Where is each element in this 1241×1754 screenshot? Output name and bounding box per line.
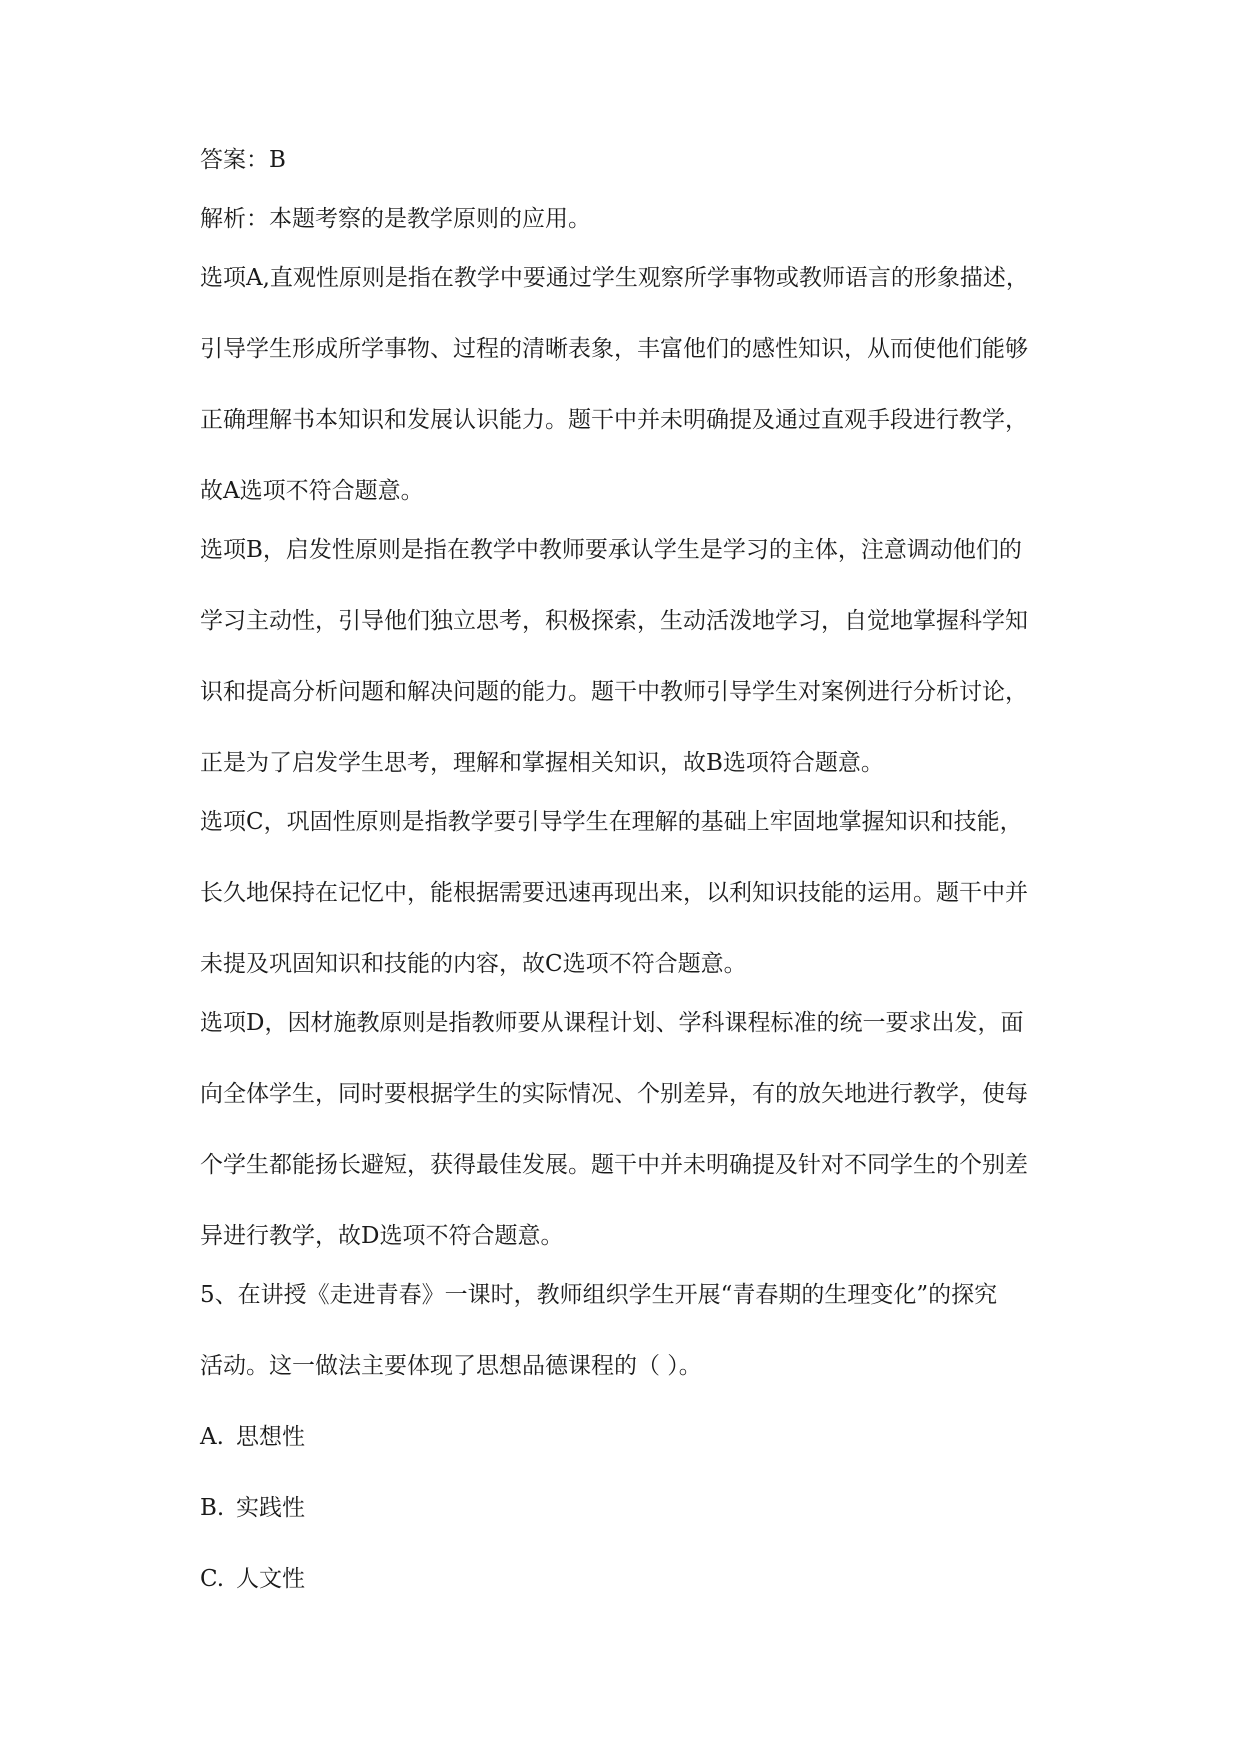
option-a-explanation-line-2: 引导学生形成所学事物、过程的清晰表象，丰富他们的感性知识，从而使他们能够 [200,336,1028,362]
option-b-explanation-line-2: 学习主动性，引导他们独立思考，积极探索，生动活泼地学习，自觉地掌握科学知 [200,608,1028,634]
option-c-explanation-line-2: 长久地保持在记忆中，能根据需要迅速再现出来，以利知识技能的运用。题干中并 [200,880,1028,906]
option-b-label: B. [200,1495,225,1521]
option-d-explanation-line-4: 异进行教学，故D选项不符合题意。 [200,1223,564,1249]
analysis-title: 解析：本题考察的是教学原则的应用。 [200,206,591,232]
document-page [200,144,1110,1595]
question-5-option-a [200,1421,1110,1453]
option-c-explanation-line-3: 未提及巩固知识和技能的内容，故C选项不符合题意。 [200,951,747,977]
option-a-text: 思想性 [236,1424,305,1450]
option-a-explanation-line-3: 正确理解书本知识和发展认识能力。题干中并未明确提及通过直观手段进行教学， [200,407,1028,433]
option-c-text: 人文性 [236,1566,305,1592]
question-5-stem-line-2: 活动。这一做法主要体现了思想品德课程的（ ）。 [200,1353,702,1379]
question-5-stem-line-1: 5、在讲授《走进青春》一课时，教师组织学生开展“青春期的生理变化”的探究 [200,1282,998,1308]
option-b-explanation-line-1: 选项B，启发性原则是指在教学中教师要承认学生是学习的主体，注意调动他们的 [200,537,1022,563]
option-a-explanation-line-1: 选项A,直观性原则是指在教学中要通过学生观察所学事物或教师语言的形象描述， [200,265,1029,291]
option-d-explanation-line-1: 选项D，因材施教原则是指教师要从课程计划、学科课程标准的统一要求出发，面 [200,1010,1024,1036]
option-d-explanation-line-3: 个学生都能扬长避短，获得最佳发展。题干中并未明确提及针对不同学生的个别差 [200,1152,1028,1178]
option-b-text: 实践性 [236,1495,305,1521]
option-a-explanation-line-4: 故A选项不符合题意。 [200,478,424,504]
option-a-label: A. [200,1424,224,1450]
option-c-explanation-line-1: 选项C，巩固性原则是指教学要引导学生在理解的基础上牢固地掌握知识和技能， [200,809,1023,835]
question-5-option-c [200,1563,1110,1595]
option-c-label: C. [200,1566,225,1592]
answer-line: 答案：B [200,147,286,173]
option-d-explanation-line-2: 向全体学生，同时要根据学生的实际情况、个别差异，有的放矢地进行教学，使每 [200,1081,1028,1107]
question-5-option-b [200,1492,1110,1524]
option-b-explanation-line-3: 识和提高分析问题和解决问题的能力。题干中教师引导学生对案例进行分析讨论， [200,679,1028,705]
option-b-explanation-line-4: 正是为了启发学生思考，理解和掌握相关知识，故B选项符合题意。 [200,750,884,776]
